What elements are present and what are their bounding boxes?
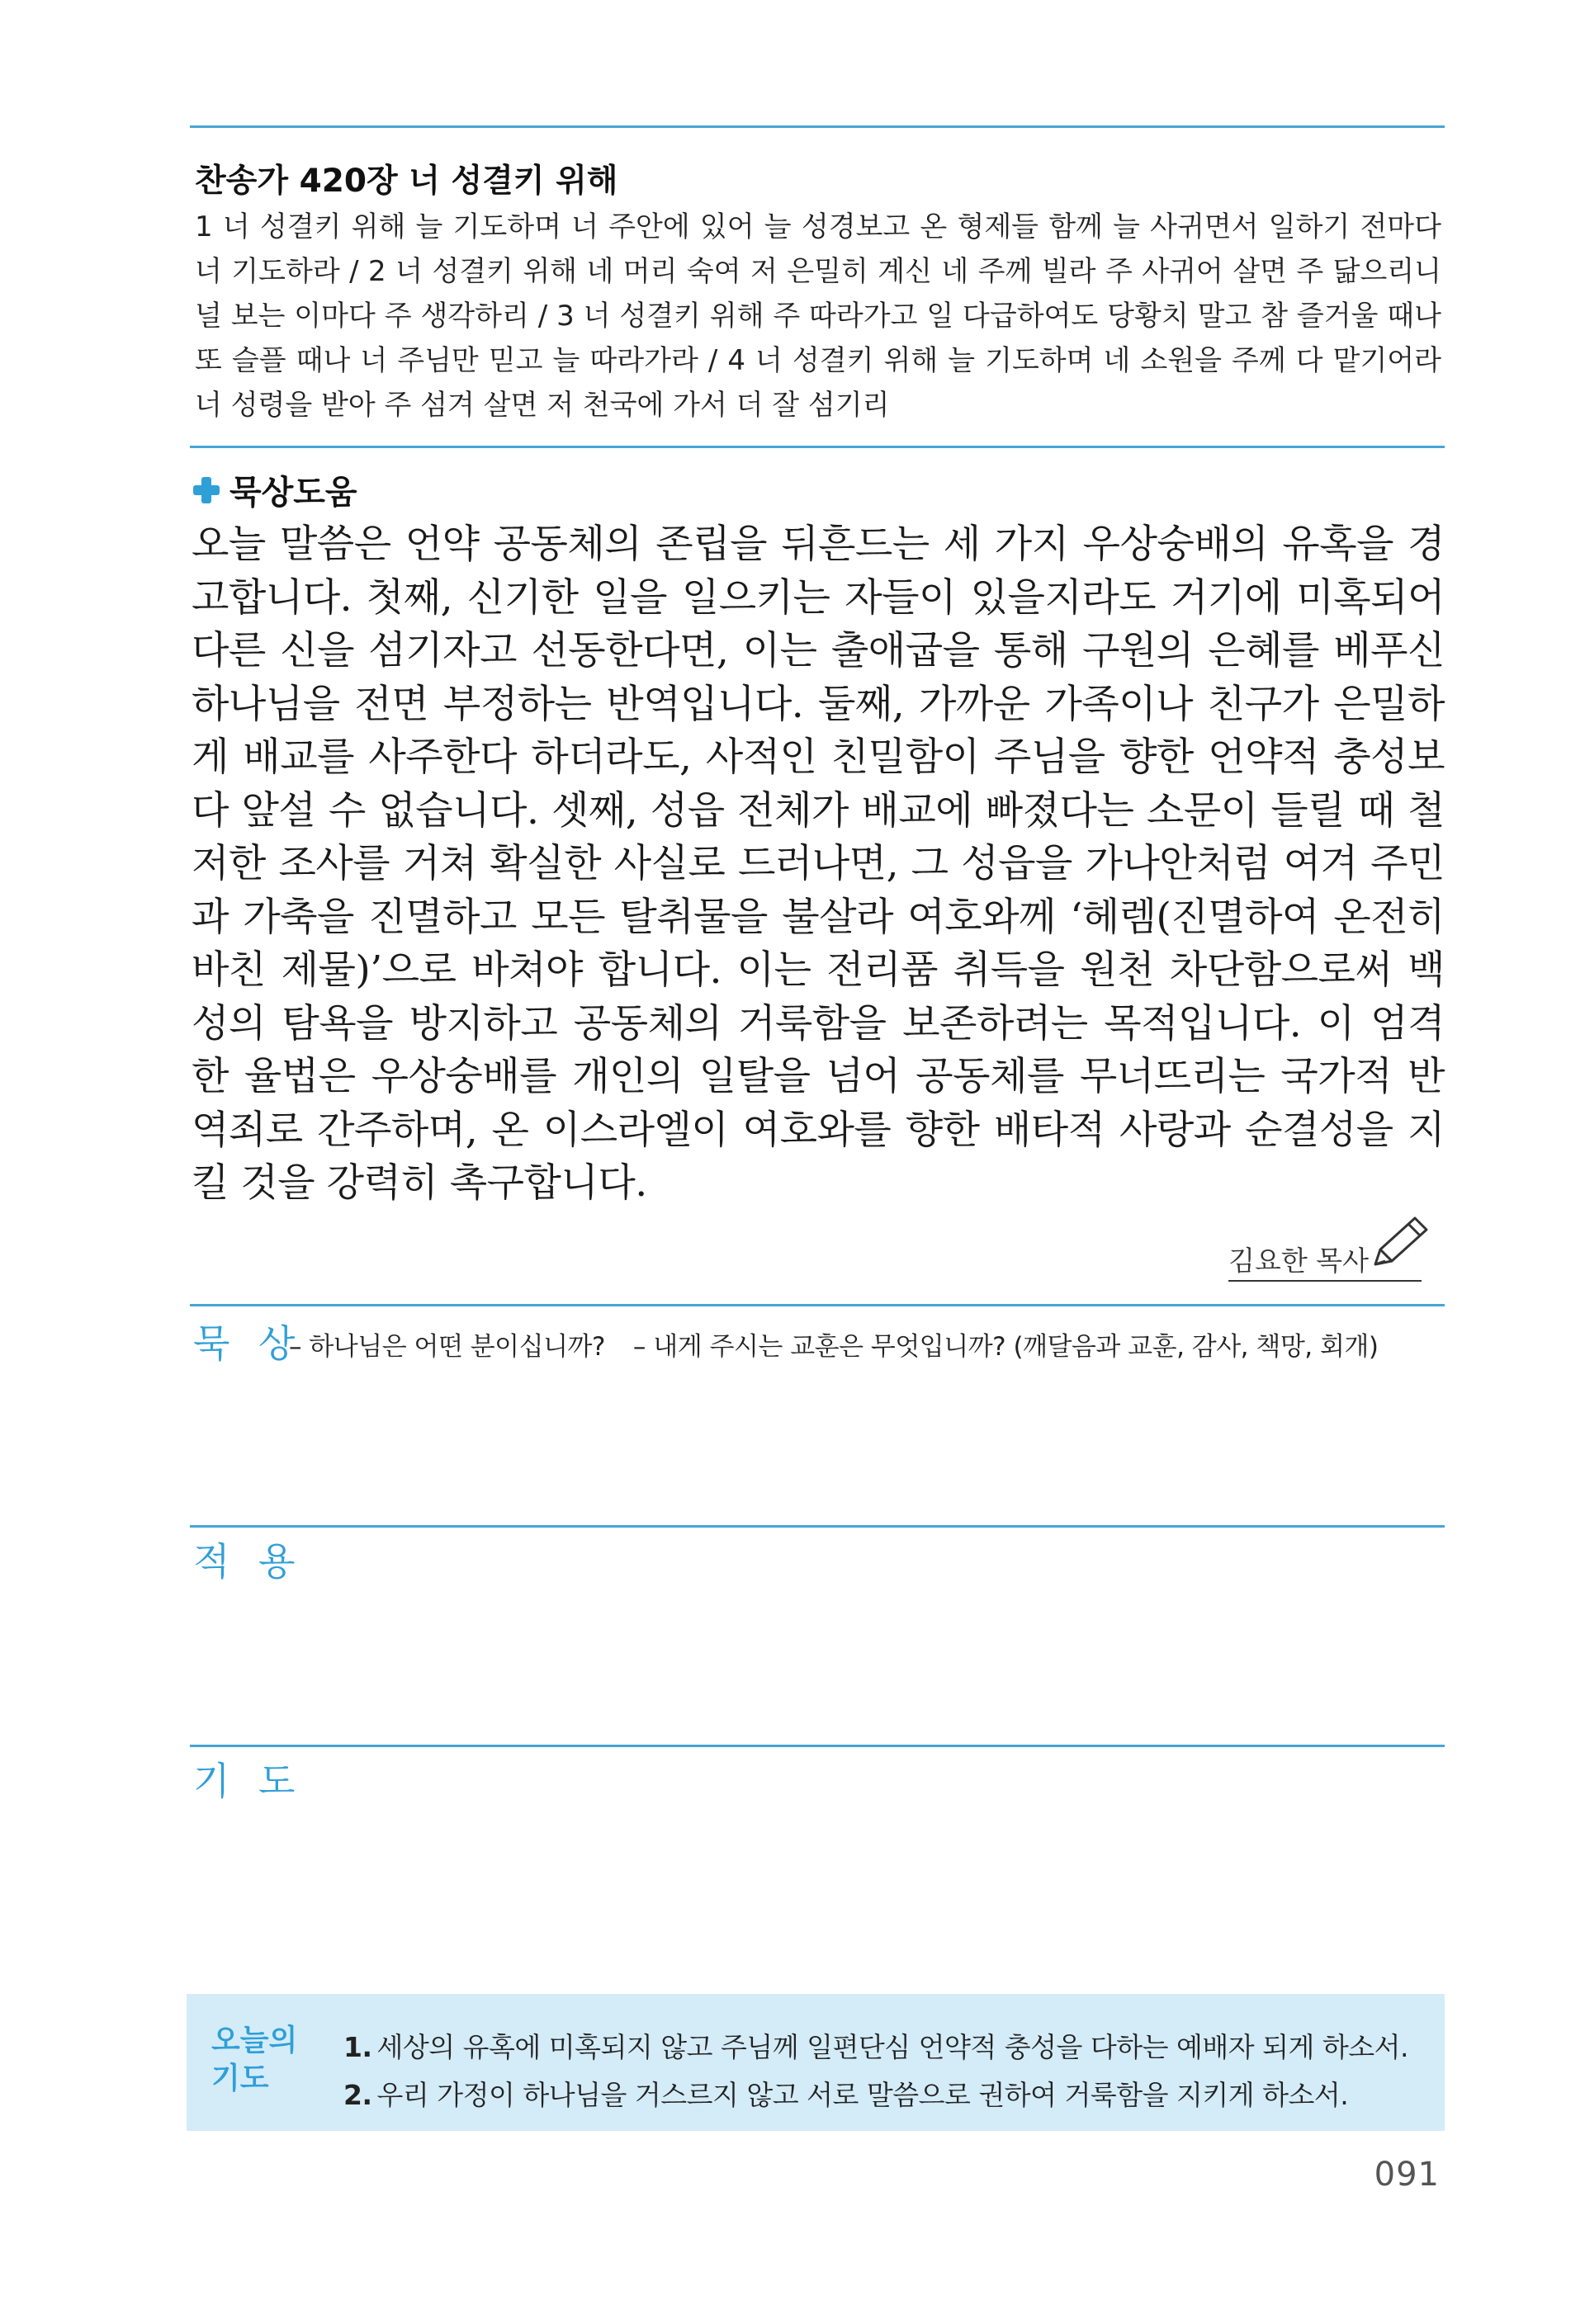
meditation-help-title: 묵상도움: [229, 474, 357, 512]
meditation-rule: [190, 1304, 1445, 1306]
pencil-icon: [1369, 1213, 1436, 1273]
author-name: 김요한 목사: [1228, 1240, 1422, 1282]
todays-prayer-label: 오늘의 기도: [211, 2024, 298, 2095]
meditation-help-body: 오늘 말씀은 언약 공동체의 존립을 뒤흔드는 세 가지 우상숭배의 유혹을 경고합니다. 첫째, 신기한 일을 일으키는 자들이 있을지라도 거기에 미혹되어 다른 신을 섬기자고 선동한다면, 이는 출애굽을 통해 구원의 은혜를 베푸신 하나님을 전면 부정하는 반역입니다. 둘째, 가까운 가족이나 친구가 은밀하게 배교를 사주한다 하더라도, 사적인 친밀함이 주님을 향한 언약적 충성보다 앞설 수 없습니다. 셋째, 성읍 전체가 배교에 빠졌다는 소문이 들릴 때 철저한 조사를 거쳐 확실한 사실로 드러나면, 그 성읍을 가나안처럼 여겨 주민과 가축을 진멸하고 모든 탈취물을 불살라 여호와께 ‘헤렘(진멸하여 온전히 바친 제물)’으로 바쳐야 합니다. 이는 전리품 취득을 원천 차단함으로써 백성의 탐욕을 방지하고 공동체의 거룩함을 보존하려는 목적입니다. 이 엄격한 율법은 우상숭배를 개인의 일탈을 넘어 공동체를 무너뜨리는 국가적 반역죄로 간주하며, 온 이스라엘이 여호와를 향한 배타적 사랑과 순결성을 지킬 것을 강력히 촉구합니다.: [192, 522, 1445, 1206]
hymn-title: 찬송가 420장 너 성결키 위해: [195, 163, 618, 200]
prayer-item: 2. 우리 가정이 하나님을 거스르지 않고 서로 말씀으로 권하여 거룩함을 지키게 하소서.: [343, 2079, 1349, 2111]
application-label: 적 용: [193, 1539, 304, 1584]
hymn-lyrics: 1 너 성결키 위해 늘 기도하며 너 주안에 있어 늘 성경보고 온 형제들 함께 늘 사귀면서 일하기 전마다 너 기도하라 / 2 너 성결키 위해 네 머리 숙여 저 은밀히 계신 네 주께 빌라 주 사귀어 살면 주 닮으리니 널 보는 이마다 주 생각하리 / 3 너 성결키 위해 주 따라가고 일 다급하여도 당황치 말고 참 즐거울 때나 또 슬플 때나 너 주님만 믿고 늘 따라가라 / 4 너 성결키 위해 늘 기도하며 네 소원을 주께 다 맡기어라 너 성령을 받아 주 섬겨 살면 저 천국에 가서 더 잘 섬기리: [195, 210, 1441, 422]
todays-prayer-box: [187, 1994, 1445, 2131]
question-2: – 내게 주시는 교훈은 무엇입니까? (깨달음과 교훈, 감사, 책망, 회개): [632, 1332, 1379, 1362]
meditation-help-heading: [192, 466, 357, 513]
prayer-label: 기 도: [193, 1759, 304, 1803]
prayer-item: 1. 세상의 유혹에 미혹되지 않고 주님께 일편단심 언약적 충성을 다하는 예배자 되게 하소서.: [343, 2031, 1408, 2063]
prayer-rule: [190, 1745, 1445, 1747]
page-number: 091: [1374, 2156, 1440, 2194]
plus-icon: [192, 475, 221, 505]
meditation-label: 묵 상: [193, 1321, 304, 1366]
top-rule: [190, 125, 1445, 128]
application-rule: [190, 1525, 1445, 1528]
author-signature: [1228, 1240, 1422, 1282]
todays-prayer-list: [343, 2024, 1408, 2119]
question-1: – 하나님은 어떤 분이십니까?: [289, 1332, 605, 1362]
meditation-questions: [289, 1325, 1378, 1363]
hymn-bottom-rule: [190, 446, 1445, 448]
